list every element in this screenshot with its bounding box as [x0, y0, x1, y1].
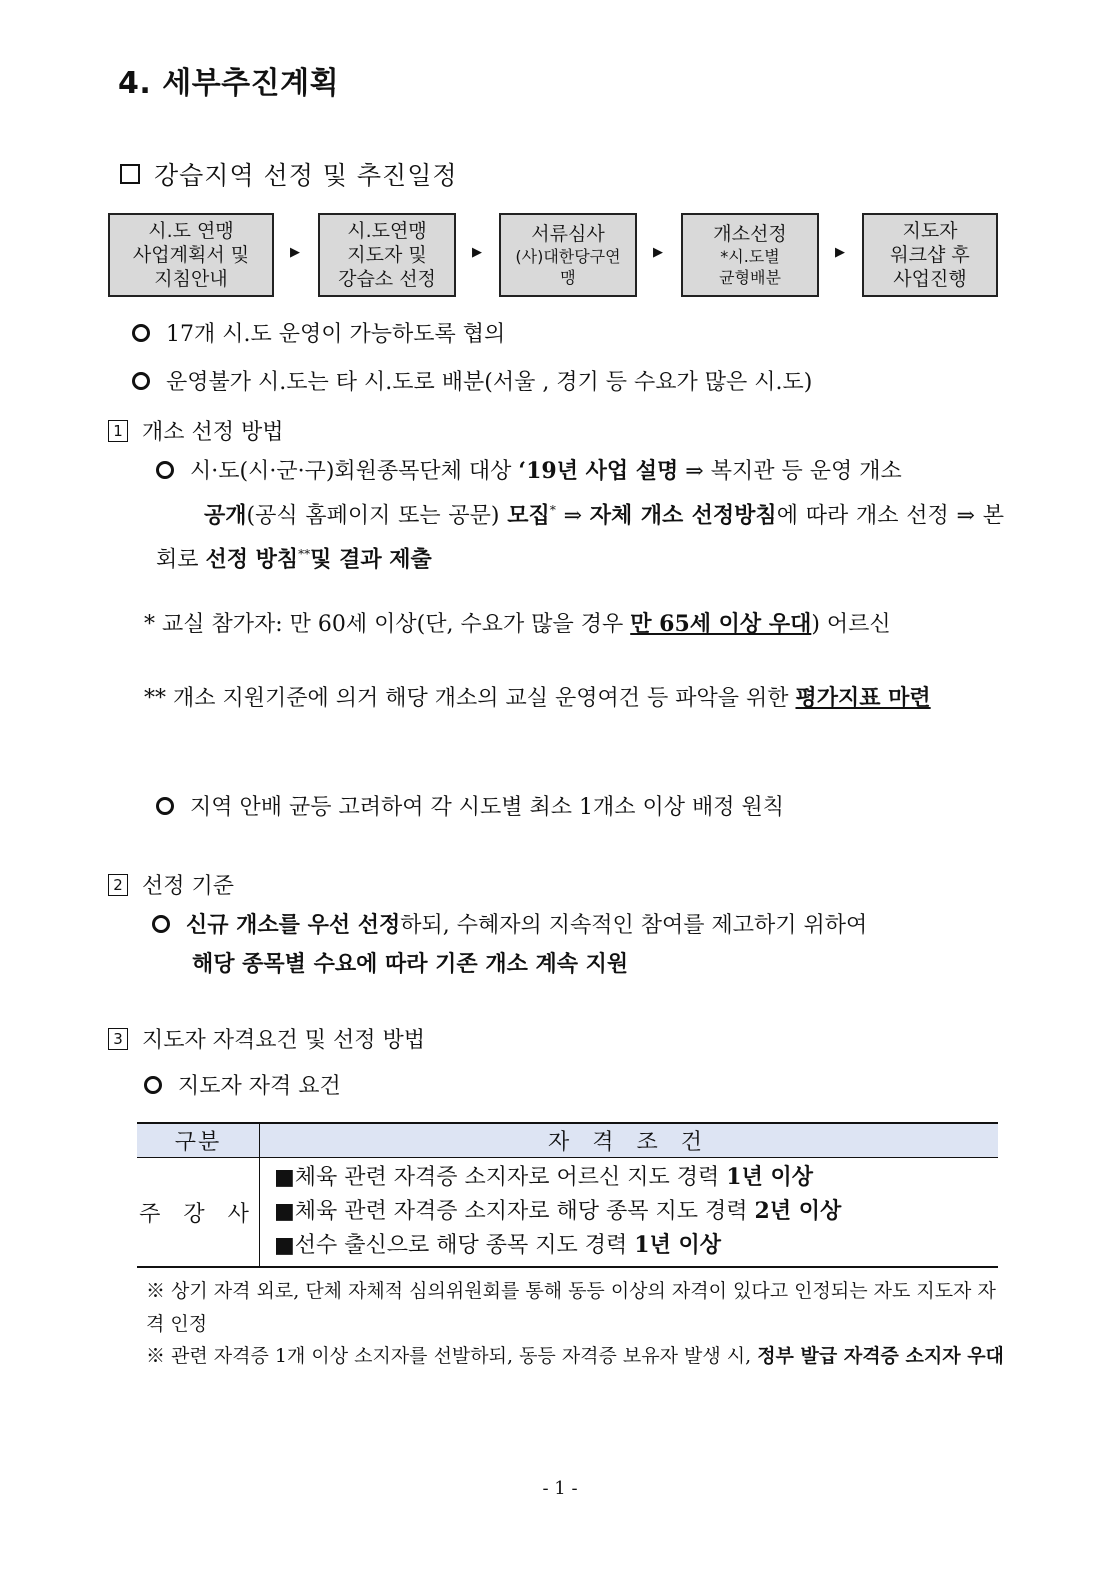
- text-run: 만 65세 이상 우대: [630, 611, 812, 637]
- section-title: [120, 156, 458, 192]
- flow-step-line: 강습소 선정: [338, 268, 436, 290]
- circle-bullet-icon: [152, 915, 170, 933]
- text-run: 하되, 수혜자의 지속적인 참여를 제고하기 위하여: [400, 913, 868, 938]
- text-run: 및 결과 제출: [310, 546, 432, 573]
- flow-step-line: 지침안내: [154, 268, 228, 290]
- flow-step-line: 시.도연맹: [347, 220, 427, 242]
- flow-step-line: 사업진행: [893, 268, 967, 290]
- text-run: ⇒: [555, 503, 590, 529]
- table-conditions-cell: [260, 1158, 999, 1268]
- qualification-table: [137, 1122, 998, 1268]
- section-3-title-text: 지도자 자격요건 및 선정 방법: [142, 1028, 425, 1053]
- flow-step-line: 사업계획서 및: [132, 244, 250, 266]
- table-header-conditions: 자 격 조 건: [260, 1123, 999, 1158]
- section-number-box: 2: [108, 874, 128, 896]
- footnote-1: [144, 606, 1006, 643]
- arrow-right-icon: ▶: [290, 245, 300, 260]
- page-heading: 4. 세부추진계획: [118, 66, 340, 101]
- text-run: *: [549, 503, 556, 517]
- flow-step-line: *시.도별: [720, 247, 780, 266]
- bullet-item: [132, 368, 812, 398]
- text-run: 선정 방침: [205, 546, 299, 573]
- flow-step-line: (사)대한당구연: [515, 247, 621, 266]
- circle-bullet-icon: [144, 1076, 162, 1094]
- page-number: - 1 -: [542, 1478, 578, 1499]
- text-run: 모집: [507, 502, 550, 529]
- circle-bullet-icon: [132, 324, 150, 342]
- flow-step-line: 지도자: [902, 220, 958, 242]
- arrow-right-icon: ▶: [472, 245, 482, 260]
- text-run: ** 개소 지원기준에 의거 해당 개소의 교실 운영여건 등 파악을 위한: [144, 686, 796, 711]
- condition-item: [260, 1194, 998, 1228]
- section-2-title-text: 선정 기준: [142, 874, 235, 899]
- flow-step-line: 균형배분: [719, 268, 781, 287]
- text-run: ■체육 관련 자격증 소지자로 어르신 지도 경력: [274, 1165, 727, 1190]
- section-2-title: [108, 872, 234, 902]
- footnote-2: [144, 680, 1006, 717]
- table-row-label: 주 강 사: [137, 1158, 260, 1268]
- text-run: * 교실 참가자: 만 60세 이상(단, 수요가 많을 경우: [144, 612, 631, 637]
- bullet-text: 지도자 자격 요건: [178, 1074, 341, 1099]
- flow-step-4: [681, 213, 819, 297]
- table-footnote-2: [146, 1340, 1004, 1373]
- flow-step-line: 서류심사: [531, 223, 605, 245]
- text-run: **: [298, 547, 311, 562]
- table-header-category: 구분: [137, 1123, 260, 1158]
- flow-step-1: [108, 213, 274, 297]
- bullet-text: 17개 시.도 운영이 가능하도록 협의: [166, 322, 506, 347]
- section-title-text: 강습지역 선정 및 추진일정: [154, 161, 458, 190]
- text-run: 자체 개소 선정방침: [589, 502, 777, 529]
- text-run: ‘19년 사업 설명: [518, 458, 679, 484]
- circle-bullet-icon: [156, 461, 174, 479]
- flow-step-line: 맹: [560, 268, 576, 287]
- bullet-item: [144, 1072, 341, 1102]
- text-run: ) 어르신: [811, 612, 891, 637]
- flow-step-line: 워크샵 후: [890, 244, 970, 266]
- condition-item: [260, 1160, 998, 1194]
- arrow-right-icon: ▶: [653, 245, 663, 260]
- text-run: ※ 관련 자격증 1개 이상 소지자를 선발하되, 동등 자격증 보유자 발생 시,: [146, 1345, 758, 1367]
- text-run: ■체육 관련 자격증 소지자로 해당 종목 지도 경력: [274, 1199, 755, 1224]
- bullet-item: [156, 793, 784, 823]
- flow-step-2: [318, 213, 456, 297]
- section-number-box: 1: [108, 420, 128, 442]
- arrow-right-icon: ▶: [835, 245, 845, 260]
- text-run: ■선수 출신으로 해당 종목 지도 경력: [274, 1233, 635, 1258]
- text-run: 신규 개소를 우선 선정: [186, 912, 401, 938]
- text-run: 평가지표 마련: [795, 685, 931, 711]
- text-run: 2년 이상: [754, 1198, 842, 1224]
- section-number-box: 3: [108, 1028, 128, 1050]
- bullet-text: 운영불가 시.도는 타 시.도로 배분(서울 , 경기 등 수요가 많은 시.도): [166, 370, 813, 395]
- condition-item: [260, 1228, 998, 1262]
- section-2-paragraph: [152, 906, 1004, 984]
- text-run: (공식 홈페이지 또는 공문): [246, 503, 508, 529]
- flow-step-5: [862, 213, 998, 297]
- flow-step-line: 지도자 및: [347, 244, 427, 266]
- flow-step-line: 개소선정: [713, 223, 787, 245]
- text-run: 해당 종목별 수요에 따라 기존 개소 계속 지원: [192, 951, 629, 977]
- circle-bullet-icon: [156, 797, 174, 815]
- text-run: 공개: [204, 502, 247, 529]
- section-1-title: [108, 418, 284, 448]
- section-3-title: [108, 1026, 425, 1056]
- text-run: 1년 이상: [726, 1164, 814, 1190]
- bullet-item: [132, 320, 505, 350]
- text-run: ⇒ 복지관 등 운영 개소: [678, 459, 902, 484]
- text-run: 정부 발급 자격증 소지자 우대: [757, 1345, 1004, 1367]
- circle-bullet-icon: [132, 372, 150, 390]
- text-run: 시·도(시·군·구)회원종목단체 대상: [190, 459, 519, 484]
- flow-step-3: [499, 213, 637, 297]
- process-flow: [108, 213, 998, 297]
- text-run: 에 따라 개소 선정 ⇒ 본회로: [156, 503, 1004, 573]
- section-1-paragraph: [156, 452, 1004, 580]
- table-footnote-1: ※ 상기 자격 외로, 단체 자체적 심의위원회를 통해 동등 이상의 자격이 있다고 인정되는 자도 지도자 자격 인정: [146, 1280, 996, 1335]
- bullet-text: 지역 안배 균등 고려하여 각 시도별 최소 1개소 이상 배정 원칙: [190, 795, 784, 820]
- section-1-title-text: 개소 선정 방법: [142, 420, 284, 445]
- text-run: 1년 이상: [634, 1232, 722, 1258]
- checkbox-square-icon: [120, 164, 140, 184]
- flow-step-line: 시.도 연맹: [148, 220, 234, 242]
